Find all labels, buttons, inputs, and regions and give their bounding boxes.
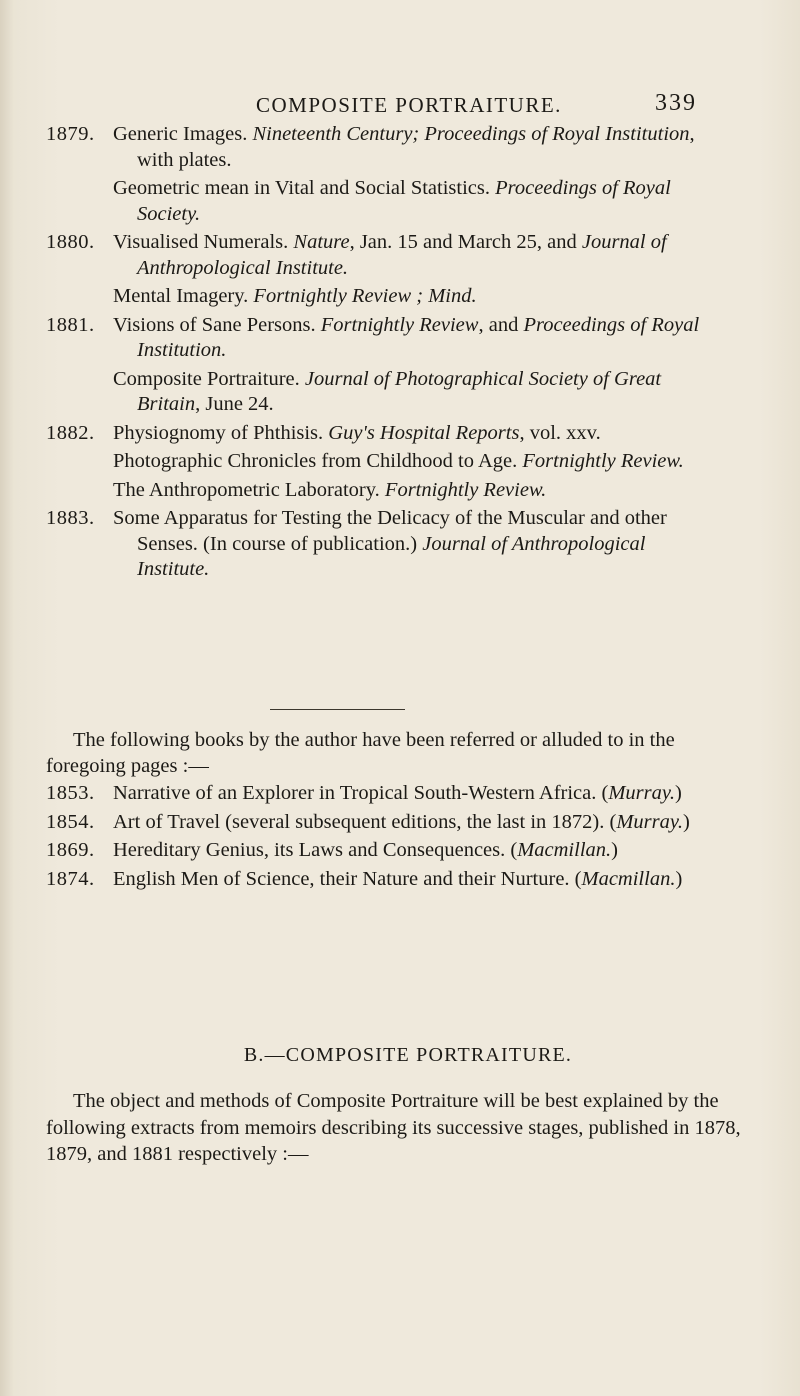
entry-text [113,449,716,475]
list-item [0,230,800,281]
running-head: COMPOSITE PORTRAITURE. [256,93,562,117]
list-item [0,367,800,418]
list-item [0,506,800,583]
entry-text-part: Composite Portraiture. [113,367,305,390]
books-intro: The following books by the author have been referred or alluded to in the foregoing pages :— [46,729,675,777]
entry-year: 1881. [46,313,95,336]
section-divider [270,709,405,710]
entry-text-part: , and [478,313,524,336]
entry-text [113,313,716,364]
entry-text-part: , Jan. 15 and March 25, and [349,231,582,253]
entry-text [113,284,716,310]
entry-year: 1883. [46,507,95,529]
entry-title-italic: Nature [293,231,350,253]
entry-text-part: Generic Images. [113,123,253,145]
entry-title-italic: Fortnightly Review [320,313,479,336]
list-item [0,176,800,227]
entry-year: 1869. [46,839,95,861]
entry-title-italic: Journal of Anthropological Institute. [137,532,646,580]
entry-text-part: ) [611,839,618,861]
entry-text-part: ) [682,810,690,833]
entry-title-italic: Journal of Anthropological Institute. [137,231,667,279]
entry-text-part: Visions of Sane Persons. [113,313,321,336]
entry-title-italic: Proceedings of Royal Institution. [137,313,700,361]
entry-text-part: Mental Imagery. [113,285,254,307]
list-item [0,421,800,447]
entry-year: 1853. [46,782,95,804]
entry-year: 1854. [46,810,95,833]
entry-text-part: The Anthropometric Laboratory. [113,478,385,501]
entry-text-part: Geometric mean in Vital and Social Statistics. [113,177,496,199]
entry-title-italic: Guy's Hospital Reports [328,421,520,444]
entry-title-italic: Murray. [616,810,683,833]
entry-title-italic: Fortnightly Review ; Mind. [253,285,477,307]
section-heading: B.—COMPOSITE PORTRAITURE. [243,1044,573,1066]
entry-title-italic: Macmillan. [581,867,676,890]
entry-year: 1880. [46,231,95,253]
entry-text-part: Some Apparatus for Testing the Delicacy of the Muscular and other Senses. (In course of publication.) [113,507,667,555]
entry-text [113,506,716,583]
list-item [0,781,800,807]
entry-title-italic: Murray. [608,782,675,804]
entry-text-part: Art of Travel (several subsequent editions, the last in 1872). ( [113,810,617,833]
list-item [0,284,800,310]
entry-text-part: ) [675,867,683,890]
list-item [0,810,800,836]
list-item [0,313,800,364]
entry-text-part: , with plates. [137,123,695,171]
entry-text [113,781,716,807]
books-list [0,781,800,895]
entry-text-part: , vol. xxv. [519,421,601,444]
entry-text-part: Narrative of an Explorer in Tropical South-Western Africa. ( [113,782,609,804]
entry-text [113,176,716,227]
list-item [0,867,800,893]
entry-text-part: Physiognomy of Phthisis. [113,421,329,444]
entry-text-part: Visualised Numerals. [113,231,294,253]
entry-text [113,810,716,836]
entry-text [113,867,716,893]
list-item [0,449,800,475]
entry-title-italic: Fortnightly Review. [384,478,547,501]
list-item [0,838,800,864]
list-item [0,122,800,173]
entry-title-italic: Fortnightly Review. [522,450,684,472]
entry-year: 1882. [46,421,95,444]
entry-text-part: Photographic Chronicles from Childhood to Age. [113,450,523,472]
entry-text-part: English Men of Science, their Nature and their Nurture. ( [113,867,582,890]
entry-text-part: ) [674,782,682,804]
publication-list [0,122,800,586]
entry-text [113,367,716,418]
entry-text [113,230,716,281]
entry-year: 1879. [46,123,95,145]
entry-text-part: , June 24. [195,393,274,415]
entry-text [113,421,716,447]
entry-year: 1874. [46,867,95,890]
page-number: 339 [655,90,697,116]
entry-title-italic: Proceedings of Royal Society. [137,177,671,225]
entry-title-italic: Macmillan. [517,839,612,861]
entry-text [113,122,716,173]
entry-title-italic: Journal of Photographical Society of Great Britain [137,367,662,415]
list-item [0,478,800,504]
entry-text [113,838,716,864]
entry-title-italic: Nineteenth Century; Proceedings of Royal Institution [252,123,690,145]
entry-text-part: Hereditary Genius, its Laws and Consequences. ( [113,839,518,861]
section-paragraph: The object and methods of Composite Portraiture will be best explained by the following extracts from memoirs describing its successive stages, published in 1878, 1879, and 1881 respectively :— [46,1090,741,1165]
entry-text [113,478,716,504]
